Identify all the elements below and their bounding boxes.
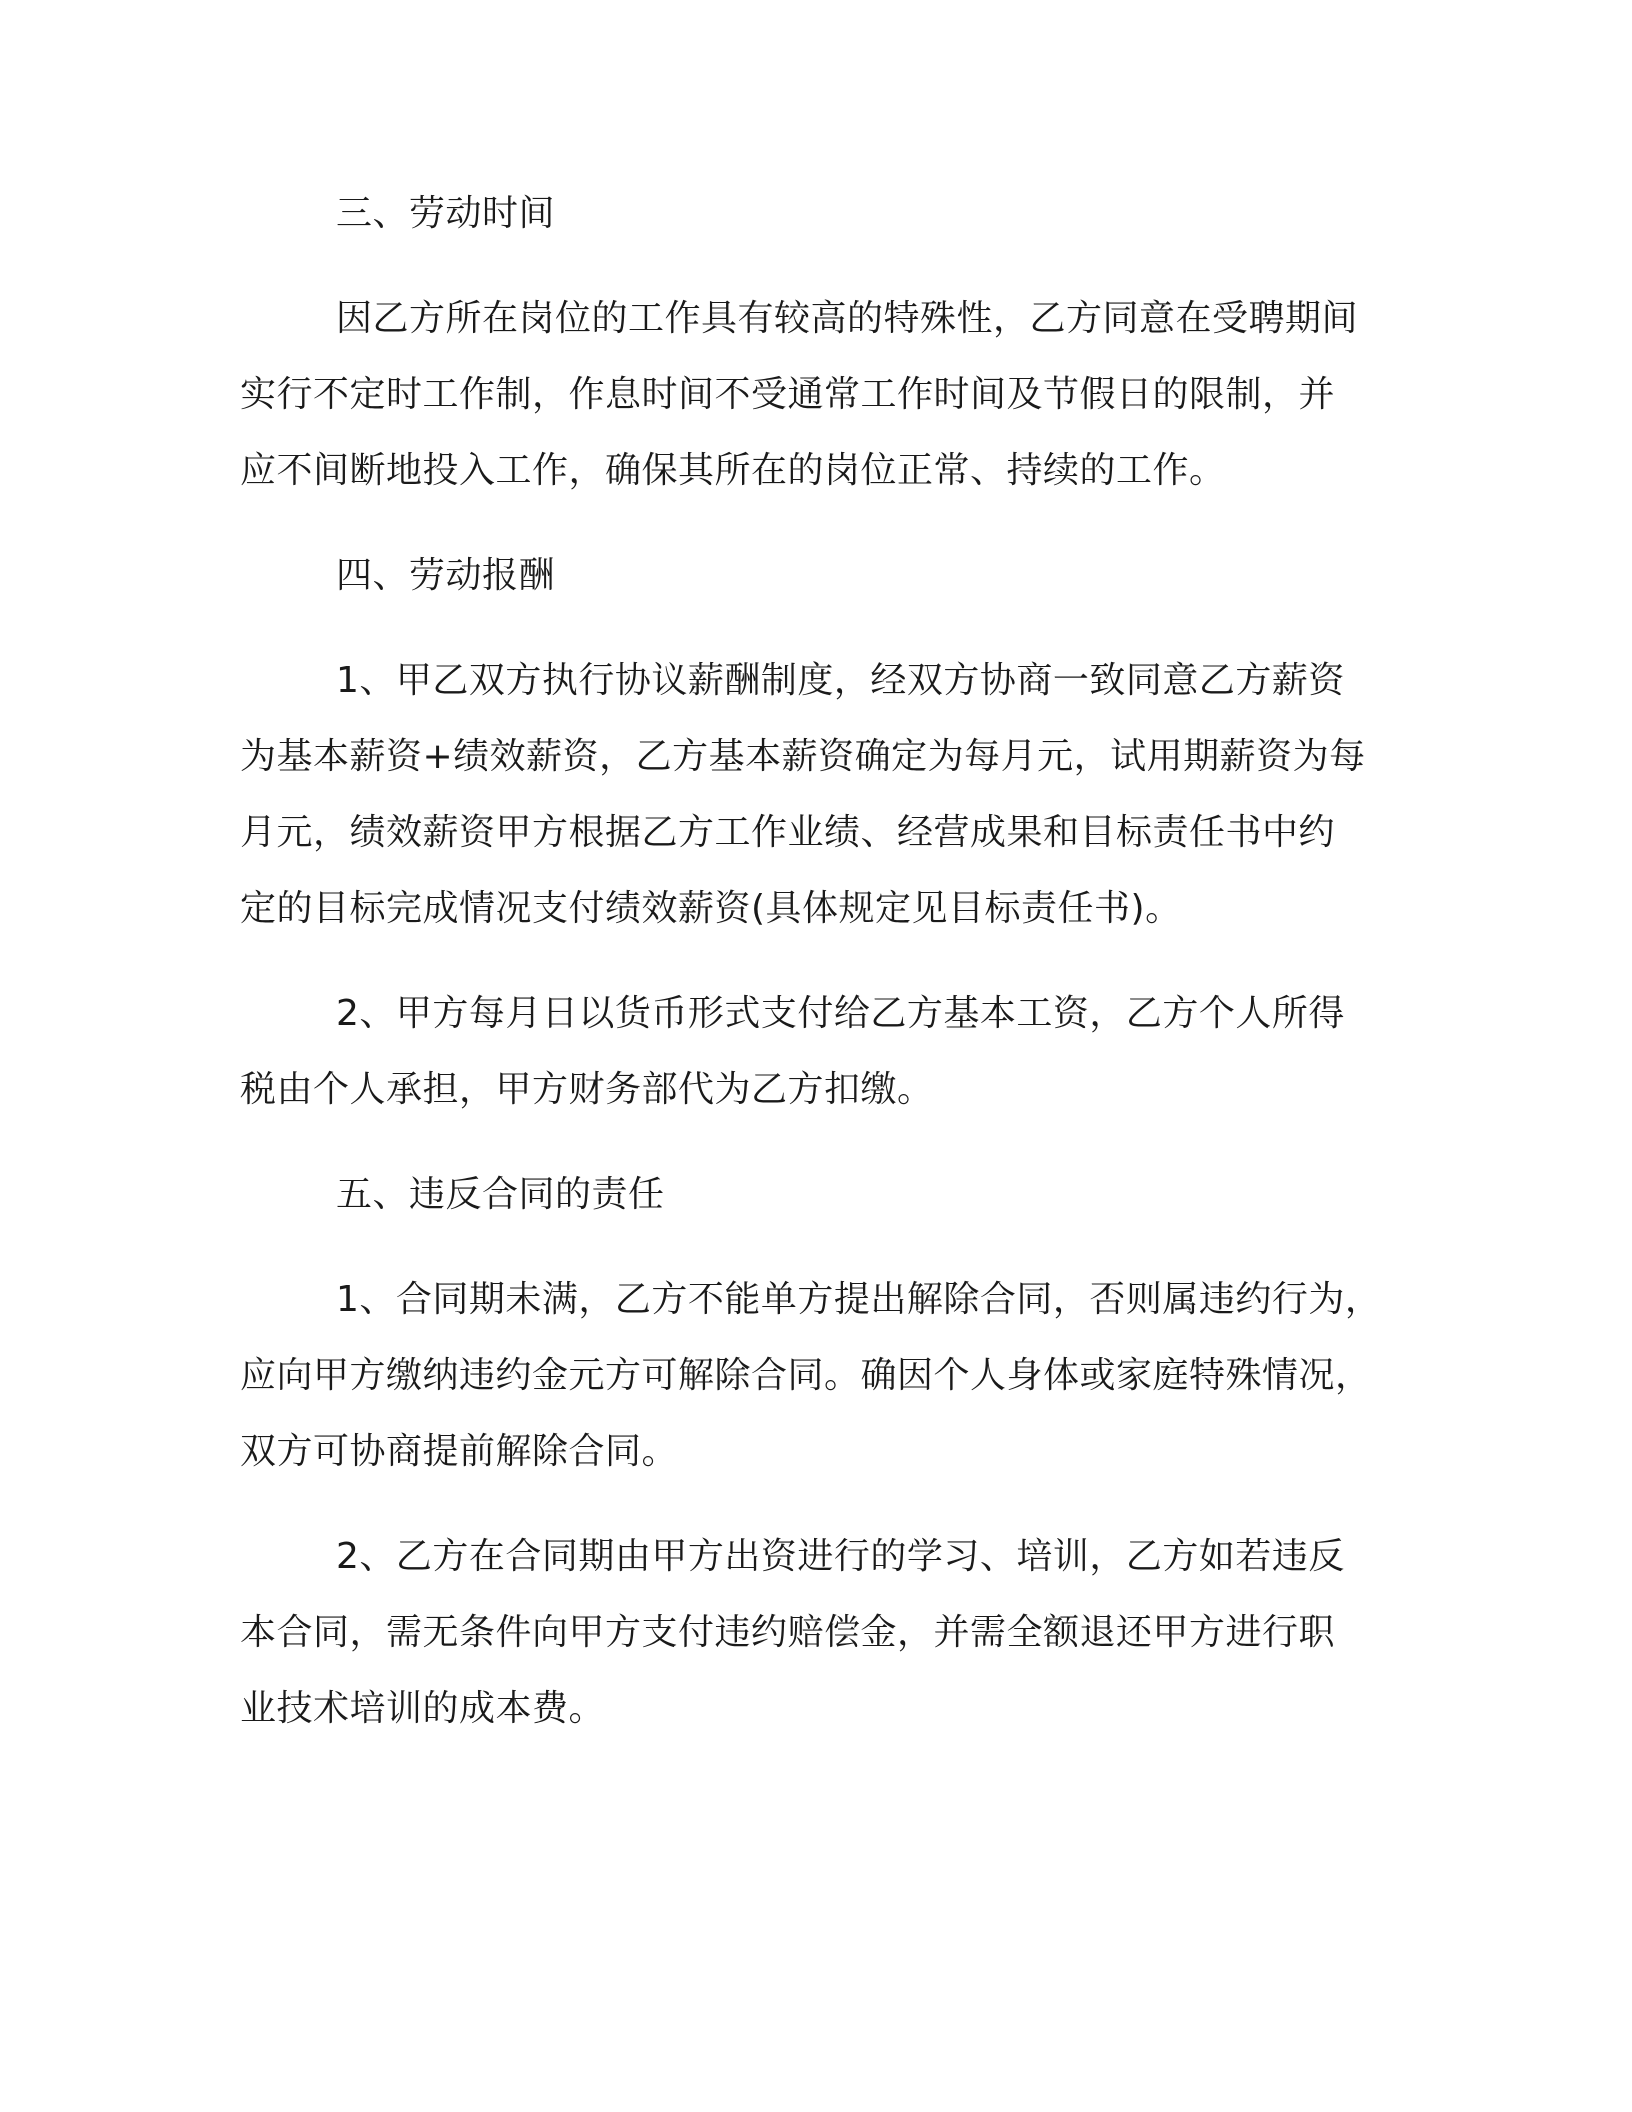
paragraph-line: 2、甲方每月日以货币形式支付给乙方基本工资，乙方个人所得 <box>336 993 1345 1034</box>
paragraph-line: 应不间断地投入工作，确保其所在的岗位正常、持续的工作。 <box>240 450 1226 491</box>
paragraph-line: 月元，绩效薪资甲方根据乙方工作业绩、经营成果和目标责任书中约 <box>240 812 1336 853</box>
paragraph-line: 定的目标完成情况支付绩效薪资(具体规定见目标责任书)。 <box>240 888 1182 929</box>
paragraph-line: 业技术培训的成本费。 <box>240 1688 606 1729</box>
paragraph-line: 因乙方所在岗位的工作具有较高的特殊性，乙方同意在受聘期间 <box>336 298 1359 339</box>
section-heading: 四、劳动报酬 <box>336 555 556 596</box>
paragraph-line: 税由个人承担，甲方财务部代为乙方扣缴。 <box>240 1069 934 1110</box>
paragraph-line: 1、甲乙双方执行协议薪酬制度，经双方协商一致同意乙方薪资 <box>336 660 1345 701</box>
paragraph-line: 本合同，需无条件向甲方支付违约赔偿金，并需全额退还甲方进行职 <box>240 1612 1336 1653</box>
paragraph-line: 为基本薪资+绩效薪资，乙方基本薪资确定为每月元，试用期薪资为每 <box>240 736 1366 777</box>
paragraph-line: 双方可协商提前解除合同。 <box>240 1431 679 1472</box>
paragraph-line: 实行不定时工作制，作息时间不受通常工作时间及节假日的限制，并 <box>240 374 1336 415</box>
section-heading: 三、劳动时间 <box>336 193 556 234</box>
paragraph-line: 应向甲方缴纳违约金元方可解除合同。确因个人身体或家庭特殊情况， <box>240 1355 1372 1396</box>
paragraph-line: 2、乙方在合同期由甲方出资进行的学习、培训，乙方如若违反 <box>336 1536 1345 1577</box>
section-heading: 五、违反合同的责任 <box>336 1174 665 1215</box>
paragraph-line: 1、合同期未满，乙方不能单方提出解除合同，否则属违约行为， <box>336 1279 1382 1320</box>
